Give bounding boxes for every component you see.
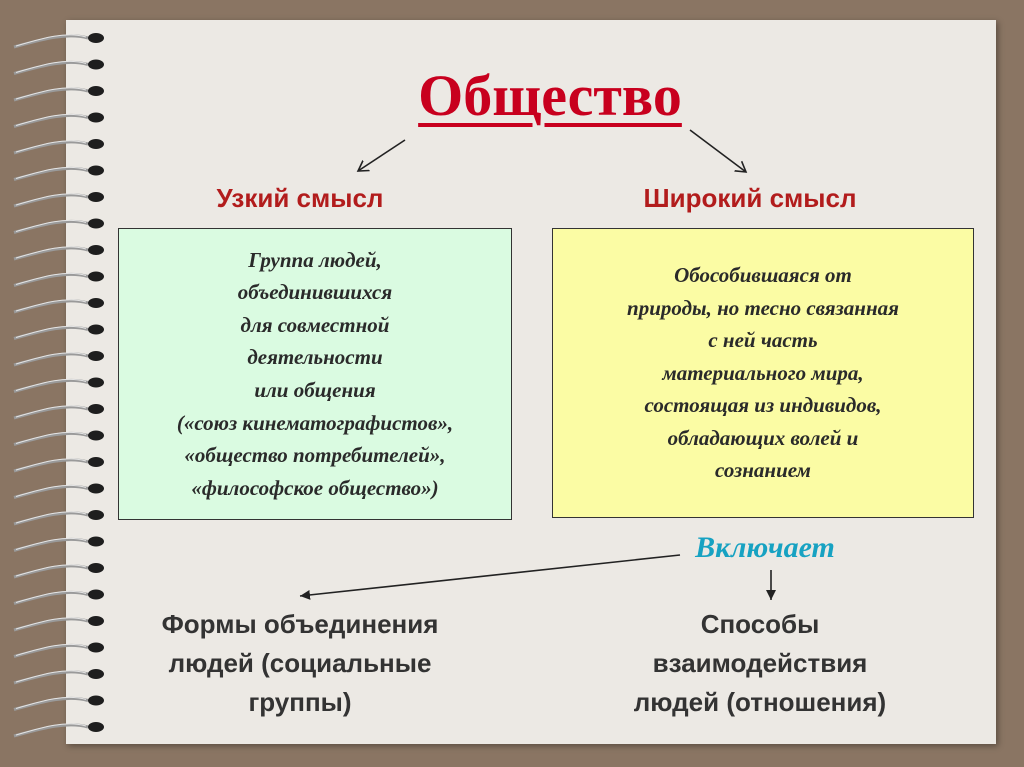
narrow-definition-text: Группа людей, объединившихся для совместной деятельности или общения («союз кинематографистов», «общество потребителей», «философское общество»)	[176, 247, 454, 500]
spiral-ring	[14, 298, 104, 312]
spiral-ring	[14, 139, 104, 153]
spiral-ring	[14, 351, 104, 365]
ways-of-interaction: Способы взаимодействия людей (отношения)	[633, 609, 887, 717]
spiral-ring	[14, 590, 104, 604]
spiral-ring	[14, 245, 104, 259]
spiral-ring	[14, 643, 104, 657]
spiral-ring	[14, 272, 104, 286]
spiral-ring	[14, 510, 104, 524]
spiral-ring	[14, 60, 104, 74]
page-title: Общество	[418, 63, 682, 128]
spiral-ring	[14, 616, 104, 630]
spiral-ring	[14, 537, 104, 551]
narrow-sense-heading: Узкий смысл	[216, 183, 384, 213]
spiral-ring	[14, 669, 104, 683]
spiral-ring	[14, 192, 104, 206]
includes-label: Включает	[695, 531, 835, 564]
spiral-ring	[14, 722, 104, 736]
spiral-ring	[14, 431, 104, 445]
spiral-ring	[14, 563, 104, 577]
spiral-ring	[14, 219, 104, 233]
spiral-ring	[14, 113, 104, 127]
spiral-ring	[14, 86, 104, 100]
spiral-ring	[14, 378, 104, 392]
spiral-ring	[14, 404, 104, 418]
spiral-ring	[14, 457, 104, 471]
spiral-ring	[14, 325, 104, 339]
spiral-ring	[14, 33, 104, 47]
spiral-ring	[14, 166, 104, 180]
forms-of-association: Формы объединения людей (социальные группы)	[161, 609, 439, 717]
spiral-ring	[14, 484, 104, 498]
broad-definition-text: Обособившаяся от природы, но тесно связанная с ней часть материального мира, состоящая из индивидов, обладающих волей и сознанием	[627, 263, 899, 483]
broad-definition-box	[552, 228, 974, 518]
narrow-definition-box	[118, 228, 512, 520]
broad-sense-heading: Широкий смысл	[643, 183, 857, 213]
spiral-ring	[14, 696, 104, 710]
